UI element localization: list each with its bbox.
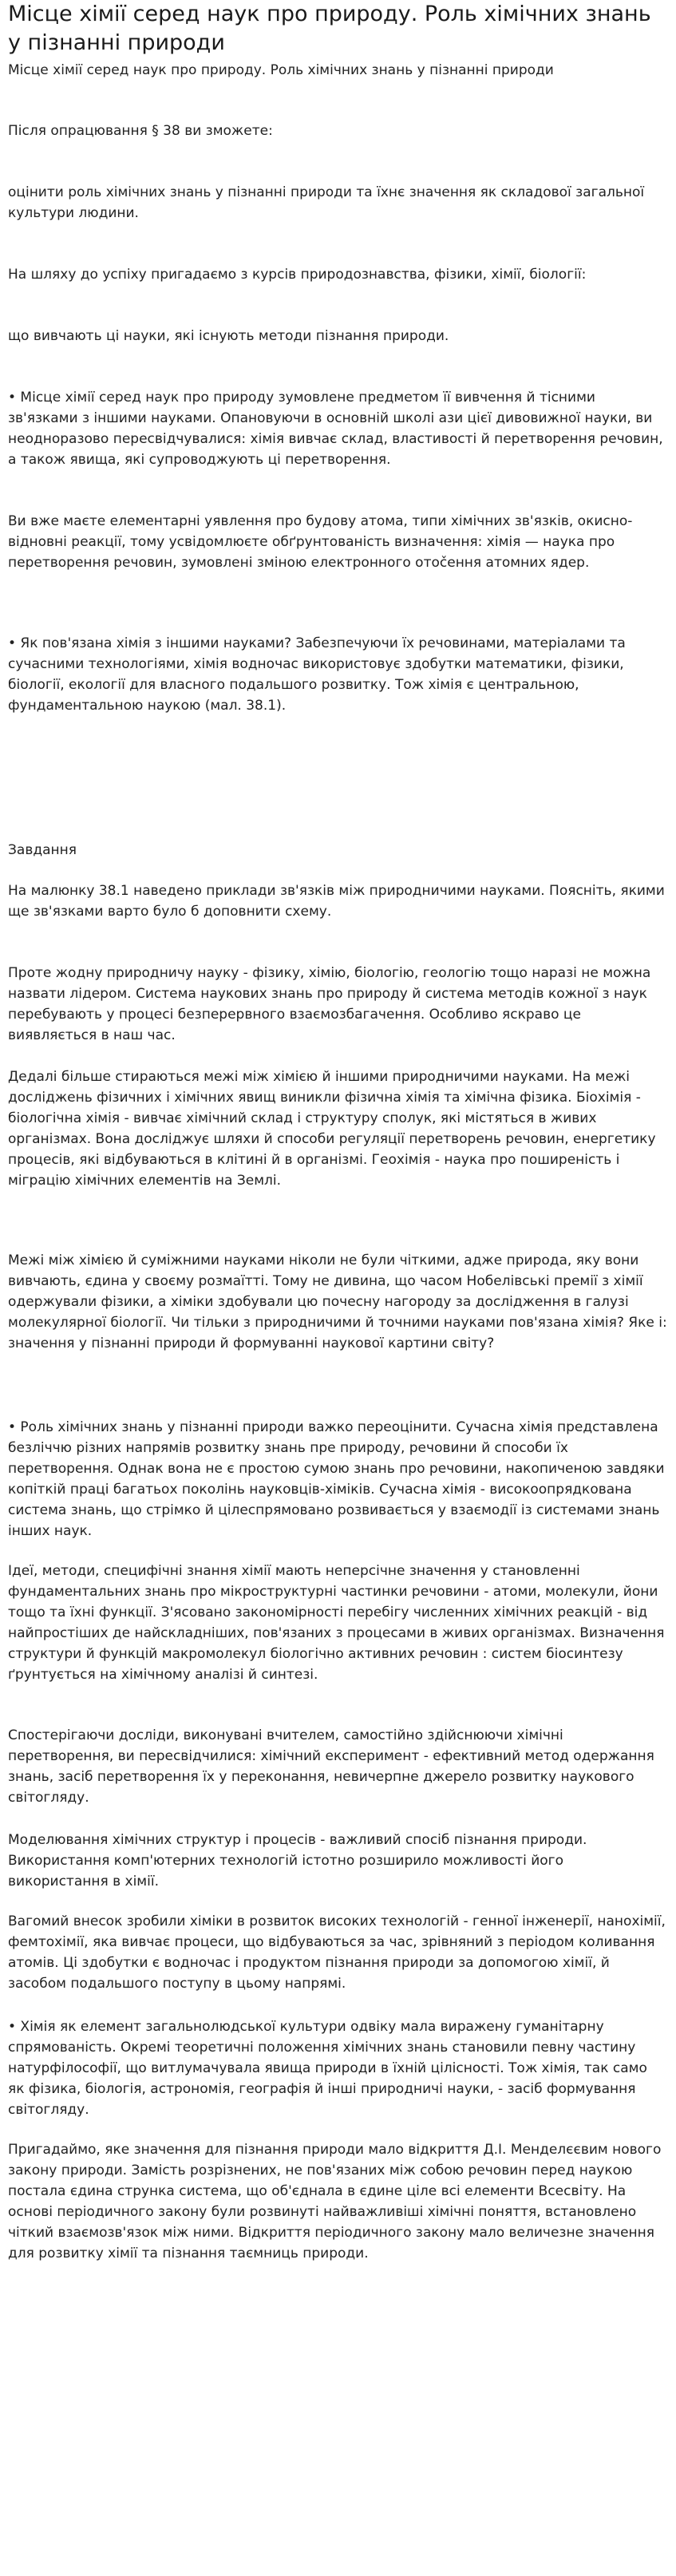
paragraph-high-tech: Вагомий внесок зробили хіміки в розвиток високих технологій - генної інженерії, нанохімії, фемтохімії, яка вивчає процеси, що відбуваються за час, зрівняний з періодом коливання атомів. Ці здобутки є водночас і продуктом пізнання природи за допомогою хімії, й засобом подальшого поступу в цьому напрямі. bbox=[8, 1913, 666, 1992]
paragraph-no-leader: Проте жодну природничу науку - фізику, хімію, біологію, геологію тощо наразі не можна назвати лідером. Система наукових знань про природу й система методів кожної з наук перебувають у процесі безперервного взаємозбагачення. Особливо яскраво це виявляється в наш час. bbox=[8, 965, 651, 1043]
paragraph-place-of-chemistry: • Місце хімії серед наук про природу зумовлене предметом її вивчення й тісними зв'язками з іншими науками. Опановуючи в основній школі ази цієї дивовижної науки, ви неодноразово пересвідчувалися: хімія вивчає склад, властивості й перетворення речовин, а також явища, які супроводжують ці перетворення. bbox=[8, 390, 663, 468]
recall-intro: На шляху до успіху пригадаємо з курсів природознавства, фізики, хімії, біології: bbox=[8, 267, 587, 283]
paragraph-periodic-law: Пригадаймо, яке значення для пізнання природи мало відкриття Д.І. Менделєєвим нового закону природи. Замість розрізнених, не пов'язаних між собою речовин перед наукою постала єдина струнка система, що об'єднала в єдине ціле всі елементи Всесвіту. На основі періодичного закону були розвинуті найважливіші хімічні поняття, встановлено чіткий взаємозв'язок між ними. Відкриття періодичного закону мало величезне значення для розвитку хімії та пізнання таємниць природи. bbox=[8, 2142, 662, 2261]
paragraph-culture: • Хімія як елемент загальнолюдської культури одвіку мала виражену гуманітарну спрямованість. Окремі теоретичні положення хімічних знань становили певну частину натурфілософії, що витлумачувала явища природи в їхній цілісності. Тож хімія, так само як фізика, біологія, астрономія, географія й інші природничі науки, - засіб формування світогляду. bbox=[8, 2019, 647, 2118]
paragraph-boundaries: Дедалі більше стираються межі між хімією й іншими природничими науками. На межі досліджень фізичних і хімічних явищ виникли фізична хімія та хімічна фізика. Біохімія - біологічна хімія - вивчає хімічний склад і структуру сполук, які містяться в живих організмах. Вона досліджує шляхи й способи регуляції перетворень речовин, енергетику процесів, які відбуваються в клітині й в організмі. Геохімія - наука про поширеність і міграцію хімічних елементів на Землі. bbox=[8, 1069, 656, 1189]
paragraph-role-of-knowledge: • Роль хімічних знань у пізнанні природи важко переоцінити. Сучасна хімія представлена безліччю різних напрямів розвитку знань пре природу, речовини й способи їх перетворення. Однак вона не є простою сумою знань про речовини, накопиченою завдяки копіткій праці багатьох поколінь науковців-хіміків. Сучасна хімія - високоопрядкована система знань, що стрімко й цілеспрямовано розвивається у взаємодії із системами знань інших наук. bbox=[8, 1419, 665, 1539]
paragraph-ideas-methods: Ідеї, методи, специфічні знання хімії мають неперсічне значення у становленні фундаментальних знань про мікроструктурні частинки речовини - атоми, молекули, йони тощо та їхні функції. З'ясовано закономірності перебігу численних хімічних реакцій - від найпростіших де найскладніших, пов'язаних з процесами в живих організмах. Визначення структури й функцій макромолекул біологічно активних речовин : систем біосинтезу ґрунтується на хімічному аналізі й синтезі. bbox=[8, 1563, 665, 1683]
paragraph-experiment: Спостерігаючи досліди, виконувані вчителем, самостійно здійснюючи хімічні перетворення, ви пересвідчилися: хімічний експеримент - ефективний метод одержання знань, засіб перетворення їх у переконання, невичерпне джерело розвитку наукового світогляду. bbox=[8, 1727, 654, 1806]
paragraph-nobel: Межі між хімією й суміжними науками ніколи не були чіткими, адже природа, яку вони вивчають, єдина у своєму розмаїтті. Тому не дивина, що часом Нобелівські премії з хімії одержували фізики, а хіміки здобували цю почесну нагороду за дослідження в галузі молекулярної біології. Чи тільки з природничими й точними науками пов'язана хімія? Яке і: значення у пізнанні природи й формуванні наукової картини світу? bbox=[8, 1252, 667, 1351]
paragraph-definition: Ви вже маєте елементарні уявлення про будову атома, типи хімічних зв'язків, окисно-відновні реакції, тому усвідомлюєте обґрунтованість визначення: хімія — наука про перетворення речовин, зумовлені зміною електронного отоčення атомних ядер. bbox=[8, 513, 633, 571]
subtitle-paragraph: Місце хімії серед наук про природу. Роль хімічних знань у пізнанні природи bbox=[8, 62, 554, 78]
learning-outcomes-intro: Після опрацювання § 38 ви зможете: bbox=[8, 123, 273, 139]
learning-outcome-item: оцінити роль хімічних знань у пізнанні природи та їхнє значення як складової загальної культури людини. bbox=[8, 184, 645, 221]
task-heading: Завдання bbox=[8, 842, 77, 858]
paragraph-modelling: Моделювання хімічних структур і процесів - важливий спосіб пізнання природи. Використання комп'ютерних технологій істотно розширило можливості його використання в хімії. bbox=[8, 1832, 587, 1889]
page-title: Місце хімії серед наук про природу. Роль хімічних знань у пізнанні природи bbox=[8, 2, 651, 55]
recall-item: що вивчають ці науки, які існують методи пізнання природи. bbox=[8, 328, 449, 344]
paragraph-connections: • Як пов'язана хімія з іншими науками? Забезпечуючи їх речовинами, матеріалами та сучасними технологіями, хімія водночас використовує здобутки математики, фізики, біології, екології для власного подальшого розвитку. Тож хімія є центральною, фундаментальною наукою (мал. 38.1). bbox=[8, 635, 626, 714]
task-text: На малюнку 38.1 наведено приклади зв'язків між природничими науками. Поясніть, якими ще зв'язками варто було б доповнити схему. bbox=[8, 883, 665, 920]
